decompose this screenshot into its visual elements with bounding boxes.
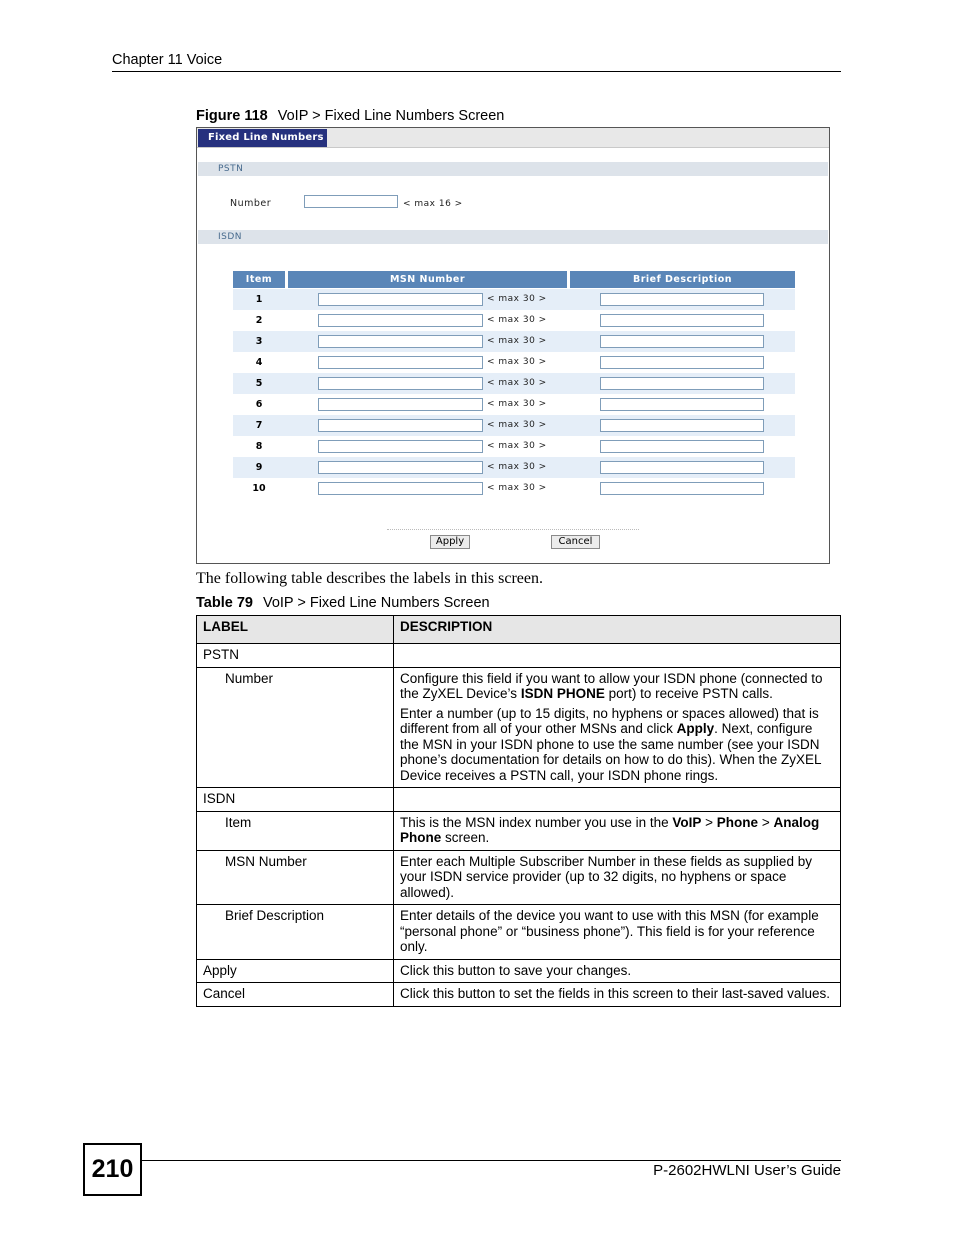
row-label-item: Item [197, 811, 394, 850]
brief-description-input[interactable] [600, 377, 764, 390]
header-rule [112, 71, 841, 72]
table-row [197, 811, 841, 850]
msn-item-number: 9 [255, 462, 263, 473]
brief-description-input[interactable] [600, 335, 764, 348]
intro-text: The following table describes the labels in this screen. [196, 570, 544, 587]
tab-bar [197, 128, 829, 148]
msn-item-number: 6 [255, 399, 263, 410]
msn-row [233, 394, 795, 415]
msn-row [233, 352, 795, 373]
row-desc-msn-number: Enter each Multiple Subscriber Number in these fields as supplied by your ISDN service provider (up to 32 digits, no hyphens or space allowed). [394, 850, 841, 905]
column-header-msn-number: MSN Number [288, 271, 567, 288]
table-row [197, 959, 841, 983]
row-desc-number [394, 667, 841, 788]
msn-row [233, 415, 795, 436]
row-label-brief-description: Brief Description [197, 905, 394, 960]
row-desc-brief-description: Enter details of the device you want to use with this MSN (for example “personal phone” or “business phone”). This field is for your reference only. [394, 905, 841, 960]
msn-item-number: 2 [255, 315, 263, 326]
msn-number-input[interactable] [318, 440, 483, 453]
msn-item-number: 3 [255, 336, 263, 347]
table-title: VoIP > Fixed Line Numbers Screen [262, 595, 490, 611]
table-label: Table 79 [196, 595, 253, 611]
description-column-header: DESCRIPTION [394, 616, 841, 644]
table-row [197, 983, 841, 1007]
button-divider [387, 529, 639, 530]
figure-label: Figure 118 [196, 108, 268, 124]
guide-title: P-2602HWLNI User’s Guide [653, 1162, 841, 1179]
msn-max-label: < max 30 > [487, 483, 547, 493]
msn-max-label: < max 30 > [487, 357, 547, 367]
fixed-line-numbers-screen [196, 127, 830, 564]
brief-description-input[interactable] [600, 461, 764, 474]
table-header-row [197, 616, 841, 644]
msn-item-number: 8 [255, 441, 263, 452]
pstn-number-input[interactable] [304, 195, 398, 208]
column-header-item: Item [233, 271, 285, 288]
table-row [197, 788, 841, 812]
msn-row [233, 373, 795, 394]
msn-item-number: 5 [255, 378, 263, 389]
brief-description-input[interactable] [600, 293, 764, 306]
msn-number-input[interactable] [318, 461, 483, 474]
table-row [197, 905, 841, 960]
row-label-pstn: PSTN [197, 644, 394, 668]
label-description-table [196, 615, 841, 1007]
msn-max-label: < max 30 > [487, 294, 547, 304]
msn-max-label: < max 30 > [487, 420, 547, 430]
row-desc-isdn [394, 788, 841, 812]
msn-max-label: < max 30 > [487, 441, 547, 451]
row-label-isdn: ISDN [197, 788, 394, 812]
isdn-section-header: ISDN [198, 230, 828, 244]
msn-row [233, 436, 795, 457]
brief-description-input[interactable] [600, 440, 764, 453]
number-desc-para-2: Enter a number (up to 15 digits, no hyphens or spaces allowed) that is different from all of your other MSNs and click Apply. Next, configure the MSN in your ISDN phone to use the same number (see your ISDN phone’s documentation for details on how to do this). When the ZyXEL Device receives a PSTN call, your ISDN phone rings. [400, 705, 821, 783]
row-label-apply: Apply [197, 959, 394, 983]
page-number: 210 [83, 1143, 142, 1196]
msn-max-label: < max 30 > [487, 462, 547, 472]
msn-max-label: < max 30 > [487, 336, 547, 346]
row-desc-item: This is the MSN index number you use in the VoIP > Phone > Analog Phone screen. [394, 811, 841, 850]
msn-item-number: 7 [255, 420, 263, 431]
msn-number-input[interactable] [318, 398, 483, 411]
msn-number-input[interactable] [318, 335, 483, 348]
msn-number-input[interactable] [318, 293, 483, 306]
msn-item-number: 10 [252, 483, 266, 494]
msn-number-input[interactable] [318, 419, 483, 432]
row-desc-pstn [394, 644, 841, 668]
msn-row [233, 289, 795, 310]
number-label: Number [230, 198, 272, 209]
brief-description-input[interactable] [600, 398, 764, 411]
msn-max-label: < max 30 > [487, 399, 547, 409]
pstn-section-header: PSTN [198, 162, 828, 176]
msn-number-input[interactable] [318, 482, 483, 495]
msn-number-input[interactable] [318, 314, 483, 327]
table-row [197, 667, 841, 788]
apply-button[interactable]: Apply [430, 535, 470, 549]
cancel-button[interactable]: Cancel [551, 535, 600, 549]
figure-title: VoIP > Fixed Line Numbers Screen [277, 108, 505, 124]
brief-description-input[interactable] [600, 356, 764, 369]
row-desc-cancel: Click this button to set the fields in this screen to their last-saved values. [394, 983, 841, 1007]
footer-rule [140, 1160, 841, 1161]
number-max-label: < max 16 > [403, 199, 463, 209]
row-label-msn-number: MSN Number [197, 850, 394, 905]
row-label-number: Number [197, 667, 394, 788]
label-column-header: LABEL [197, 616, 394, 644]
chapter-header: Chapter 11 Voice [112, 52, 223, 68]
row-label-cancel: Cancel [197, 983, 394, 1007]
brief-description-input[interactable] [600, 482, 764, 495]
brief-description-input[interactable] [600, 419, 764, 432]
msn-number-input[interactable] [318, 377, 483, 390]
table-row [197, 850, 841, 905]
msn-number-input[interactable] [318, 356, 483, 369]
table-caption [196, 595, 490, 611]
row-desc-apply: Click this button to save your changes. [394, 959, 841, 983]
msn-item-number: 4 [255, 357, 263, 368]
figure-caption [196, 108, 504, 124]
msn-row [233, 331, 795, 352]
table-row [197, 644, 841, 668]
msn-max-label: < max 30 > [487, 378, 547, 388]
msn-row [233, 478, 795, 499]
brief-description-input[interactable] [600, 314, 764, 327]
number-desc-para-1: Configure this field if you want to allow your ISDN phone (connected to the ZyXEL Device’s ISDN PHONE port) to receive PSTN calls. [400, 670, 823, 701]
tab-fixed-line-numbers[interactable]: Fixed Line Numbers [198, 129, 327, 147]
msn-row [233, 457, 795, 478]
msn-max-label: < max 30 > [487, 315, 547, 325]
column-header-brief-description: Brief Description [570, 271, 795, 288]
msn-row [233, 310, 795, 331]
msn-item-number: 1 [255, 294, 263, 305]
